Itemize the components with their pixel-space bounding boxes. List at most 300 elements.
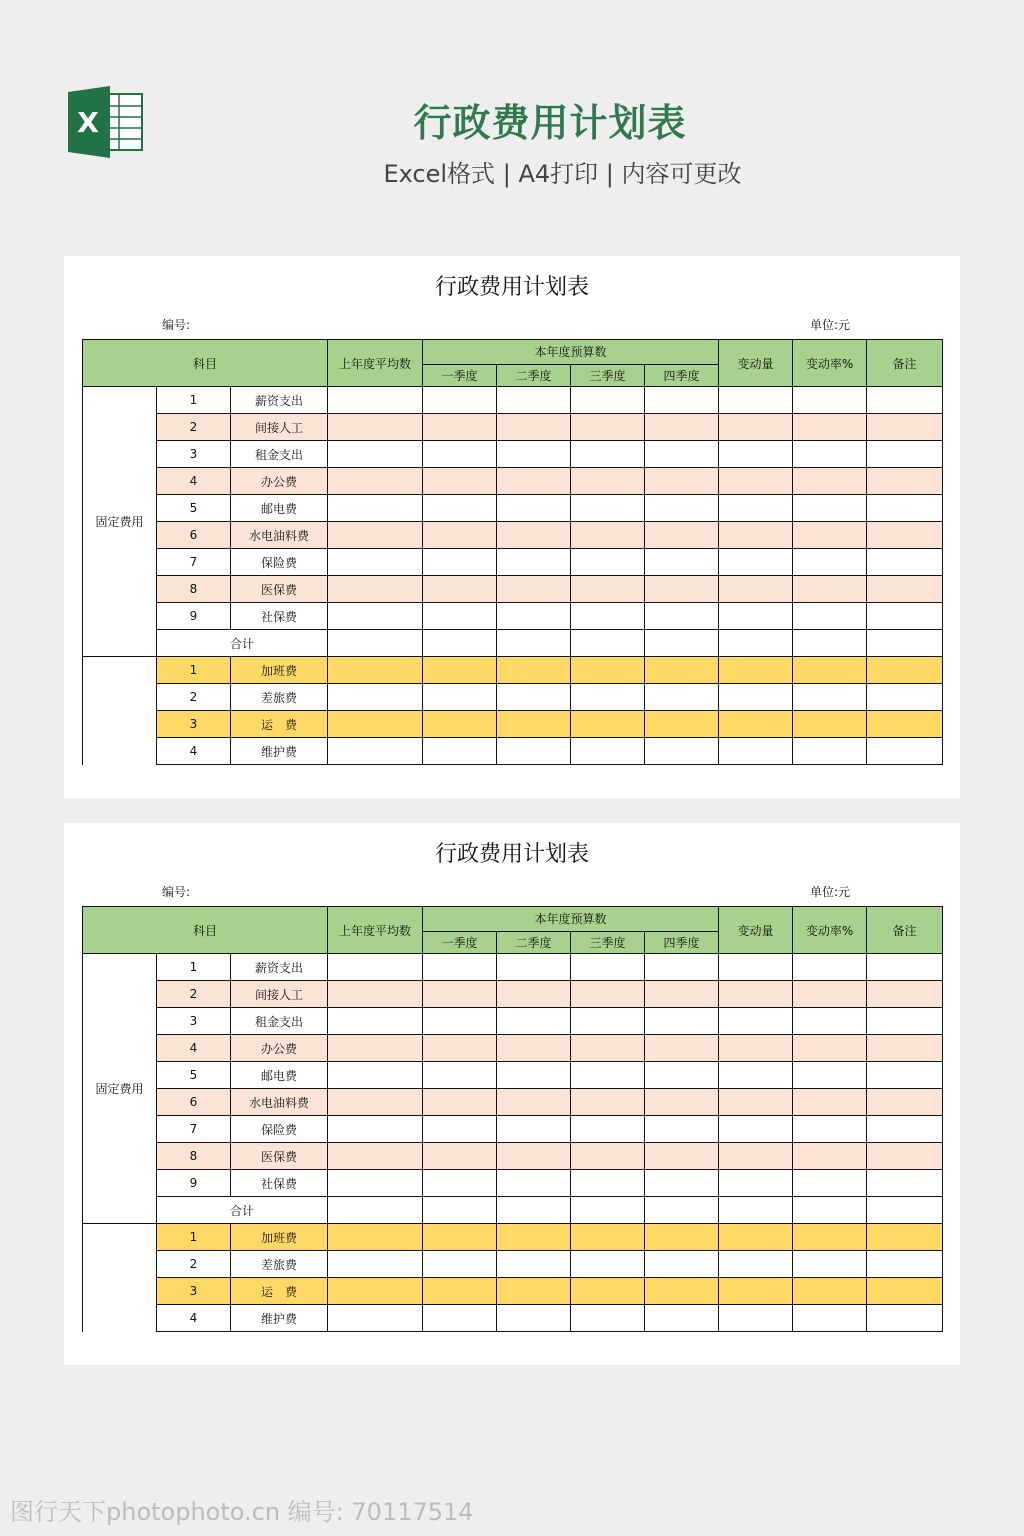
table-row (83, 549, 943, 576)
value-cell[interactable] (497, 549, 571, 576)
value-cell[interactable] (423, 1224, 497, 1251)
value-cell[interactable] (571, 1008, 645, 1035)
value-cell[interactable] (793, 1170, 867, 1197)
row-item-name: 维护费 (231, 1305, 328, 1332)
value-cell[interactable] (793, 1035, 867, 1062)
value-cell[interactable] (423, 1251, 497, 1278)
value-cell[interactable] (423, 1170, 497, 1197)
value-cell[interactable] (645, 603, 719, 630)
value-cell[interactable] (645, 1089, 719, 1116)
value-cell[interactable] (328, 603, 423, 630)
table-row (83, 1170, 943, 1197)
value-cell[interactable] (497, 1062, 571, 1089)
value-cell[interactable] (328, 738, 423, 765)
value-cell[interactable] (423, 738, 497, 765)
value-cell[interactable] (867, 1224, 943, 1251)
value-cell[interactable] (645, 441, 719, 468)
value-cell[interactable] (645, 495, 719, 522)
value-cell[interactable] (719, 684, 793, 711)
value-cell[interactable] (423, 630, 497, 657)
value-cell[interactable] (571, 468, 645, 495)
table-row (83, 441, 943, 468)
value-cell[interactable] (328, 576, 423, 603)
value-cell[interactable] (719, 1116, 793, 1143)
value-cell[interactable] (497, 441, 571, 468)
col-change-amount: 变动量 (719, 340, 793, 387)
row-item-name: 医保费 (231, 1143, 328, 1170)
value-cell[interactable] (328, 495, 423, 522)
value-cell[interactable] (497, 1224, 571, 1251)
value-cell[interactable] (328, 1035, 423, 1062)
value-cell[interactable] (328, 711, 423, 738)
unit-label-text: 单位: (810, 318, 839, 332)
value-cell[interactable] (423, 1278, 497, 1305)
unit-value: 元 (838, 318, 851, 332)
value-cell[interactable] (497, 1305, 571, 1332)
row-item-name: 医保费 (231, 576, 328, 603)
row-item-name: 邮电费 (231, 1062, 328, 1089)
value-cell[interactable] (867, 981, 943, 1008)
value-cell[interactable] (867, 495, 943, 522)
value-cell[interactable] (571, 576, 645, 603)
value-cell[interactable] (497, 981, 571, 1008)
row-item-name: 加班费 (231, 1224, 328, 1251)
col-change-rate: 变动率% (793, 907, 867, 954)
subtotal-label: 合计 (157, 630, 328, 657)
value-cell[interactable] (497, 576, 571, 603)
value-cell[interactable] (497, 495, 571, 522)
value-cell[interactable] (793, 576, 867, 603)
value-cell[interactable] (719, 657, 793, 684)
value-cell[interactable] (719, 1170, 793, 1197)
value-cell[interactable] (423, 1008, 497, 1035)
value-cell[interactable] (793, 495, 867, 522)
value-cell[interactable] (497, 1197, 571, 1224)
value-cell[interactable] (867, 1035, 943, 1062)
value-cell[interactable] (423, 603, 497, 630)
col-budget-group: 本年度预算数 (423, 907, 719, 932)
value-cell[interactable] (719, 387, 793, 414)
table-row (83, 1035, 943, 1062)
value-cell[interactable] (719, 549, 793, 576)
value-cell[interactable] (719, 495, 793, 522)
value-cell[interactable] (645, 522, 719, 549)
value-cell[interactable] (645, 1224, 719, 1251)
value-cell[interactable] (793, 441, 867, 468)
value-cell[interactable] (719, 522, 793, 549)
row-item-name: 维护费 (231, 738, 328, 765)
value-cell[interactable] (793, 954, 867, 981)
value-cell[interactable] (645, 738, 719, 765)
value-cell[interactable] (571, 630, 645, 657)
row-item-name: 社保费 (231, 1170, 328, 1197)
value-cell[interactable] (497, 711, 571, 738)
value-cell[interactable] (571, 603, 645, 630)
value-cell[interactable] (645, 1170, 719, 1197)
value-cell[interactable] (645, 684, 719, 711)
value-cell[interactable] (867, 1062, 943, 1089)
value-cell[interactable] (423, 711, 497, 738)
row-item-name: 保险费 (231, 549, 328, 576)
value-cell[interactable] (719, 738, 793, 765)
value-cell[interactable] (497, 1089, 571, 1116)
value-cell[interactable] (328, 1224, 423, 1251)
value-cell[interactable] (497, 603, 571, 630)
value-cell[interactable] (719, 414, 793, 441)
value-cell[interactable] (571, 1197, 645, 1224)
value-cell[interactable] (497, 684, 571, 711)
col-q2: 二季度 (497, 931, 571, 953)
value-cell[interactable] (645, 630, 719, 657)
value-cell[interactable] (867, 414, 943, 441)
value-cell[interactable] (867, 684, 943, 711)
value-cell[interactable] (497, 468, 571, 495)
value-cell[interactable] (571, 1035, 645, 1062)
row-number: 7 (157, 549, 231, 576)
row-number: 1 (157, 1224, 231, 1251)
table-row (83, 657, 943, 684)
value-cell[interactable] (423, 1197, 497, 1224)
row-number: 1 (157, 387, 231, 414)
value-cell[interactable] (497, 1251, 571, 1278)
value-cell[interactable] (328, 549, 423, 576)
value-cell[interactable] (793, 1008, 867, 1035)
value-cell[interactable] (423, 1305, 497, 1332)
value-cell[interactable] (867, 576, 943, 603)
value-cell[interactable] (867, 954, 943, 981)
value-cell[interactable] (645, 1008, 719, 1035)
value-cell[interactable] (645, 1035, 719, 1062)
table-row (83, 981, 943, 1008)
value-cell[interactable] (719, 1197, 793, 1224)
value-cell[interactable] (867, 738, 943, 765)
value-cell[interactable] (497, 387, 571, 414)
value-cell[interactable] (645, 468, 719, 495)
value-cell[interactable] (645, 1116, 719, 1143)
value-cell[interactable] (719, 1305, 793, 1332)
value-cell[interactable] (423, 684, 497, 711)
value-cell[interactable] (497, 1116, 571, 1143)
value-cell[interactable] (423, 1035, 497, 1062)
table-row (83, 711, 943, 738)
value-cell[interactable] (571, 1224, 645, 1251)
table-row (83, 522, 943, 549)
row-item-name: 差旅费 (231, 1251, 328, 1278)
row-item-name: 运 费 (231, 711, 328, 738)
value-cell[interactable] (867, 1305, 943, 1332)
value-cell[interactable] (423, 387, 497, 414)
value-cell[interactable] (328, 1305, 423, 1332)
value-cell[interactable] (867, 657, 943, 684)
row-number: 4 (157, 738, 231, 765)
value-cell[interactable] (793, 684, 867, 711)
value-cell[interactable] (328, 981, 423, 1008)
value-cell[interactable] (867, 630, 943, 657)
value-cell[interactable] (793, 1305, 867, 1332)
value-cell[interactable] (497, 738, 571, 765)
value-cell[interactable] (793, 468, 867, 495)
value-cell[interactable] (867, 1008, 943, 1035)
value-cell[interactable] (793, 738, 867, 765)
value-cell[interactable] (571, 657, 645, 684)
value-cell[interactable] (719, 630, 793, 657)
value-cell[interactable] (719, 981, 793, 1008)
value-cell[interactable] (497, 1008, 571, 1035)
value-cell[interactable] (497, 414, 571, 441)
value-cell[interactable] (423, 1062, 497, 1089)
col-remark: 备注 (867, 907, 943, 954)
value-cell[interactable] (645, 549, 719, 576)
value-cell[interactable] (423, 468, 497, 495)
value-cell[interactable] (328, 1251, 423, 1278)
value-cell[interactable] (571, 549, 645, 576)
value-cell[interactable] (867, 549, 943, 576)
table-row (83, 414, 943, 441)
value-cell[interactable] (645, 1278, 719, 1305)
value-cell[interactable] (793, 1224, 867, 1251)
value-cell[interactable] (497, 522, 571, 549)
value-cell[interactable] (423, 441, 497, 468)
subtotal-row (83, 1197, 943, 1224)
group-label-variable (83, 1224, 157, 1332)
value-cell[interactable] (571, 684, 645, 711)
value-cell[interactable] (497, 657, 571, 684)
value-cell[interactable] (719, 1251, 793, 1278)
col-q3: 三季度 (571, 364, 645, 386)
logo-letter: X (77, 106, 99, 139)
table-row (83, 495, 943, 522)
value-cell[interactable] (867, 1251, 943, 1278)
row-number: 2 (157, 981, 231, 1008)
value-cell[interactable] (328, 1278, 423, 1305)
table-row (83, 387, 943, 414)
value-cell[interactable] (867, 1278, 943, 1305)
value-cell[interactable] (571, 522, 645, 549)
table-row (83, 1305, 943, 1332)
table-row (83, 576, 943, 603)
value-cell[interactable] (719, 576, 793, 603)
value-cell[interactable] (645, 1197, 719, 1224)
value-cell[interactable] (793, 981, 867, 1008)
value-cell[interactable] (423, 954, 497, 981)
row-number: 3 (157, 441, 231, 468)
value-cell[interactable] (719, 1062, 793, 1089)
value-cell[interactable] (793, 1197, 867, 1224)
value-cell[interactable] (423, 576, 497, 603)
value-cell[interactable] (867, 1143, 943, 1170)
value-cell[interactable] (497, 1170, 571, 1197)
value-cell[interactable] (793, 657, 867, 684)
value-cell[interactable] (793, 1089, 867, 1116)
value-cell[interactable] (328, 1089, 423, 1116)
row-item-name: 租金支出 (231, 1008, 328, 1035)
value-cell[interactable] (328, 630, 423, 657)
value-cell[interactable] (571, 1251, 645, 1278)
row-item-name: 间接人工 (231, 981, 328, 1008)
value-cell[interactable] (719, 1143, 793, 1170)
value-cell[interactable] (719, 1278, 793, 1305)
row-number: 2 (157, 1251, 231, 1278)
sheet-title: 行政费用计划表 (434, 275, 589, 300)
value-cell[interactable] (793, 387, 867, 414)
value-cell[interactable] (571, 1278, 645, 1305)
col-budget-group: 本年度预算数 (423, 340, 719, 365)
col-q4: 四季度 (645, 931, 719, 953)
value-cell[interactable] (793, 711, 867, 738)
row-item-name: 水电油料费 (231, 1089, 328, 1116)
row-item-name: 社保费 (231, 603, 328, 630)
value-cell[interactable] (571, 1062, 645, 1089)
value-cell[interactable] (645, 576, 719, 603)
value-cell[interactable] (867, 1089, 943, 1116)
row-number: 5 (157, 495, 231, 522)
value-cell[interactable] (497, 1143, 571, 1170)
row-item-name: 邮电费 (231, 495, 328, 522)
col-change-amount: 变动量 (719, 907, 793, 954)
unit-label (810, 316, 850, 333)
value-cell[interactable] (867, 711, 943, 738)
value-cell[interactable] (571, 1116, 645, 1143)
value-cell[interactable] (423, 1089, 497, 1116)
row-number: 7 (157, 1116, 231, 1143)
row-number: 8 (157, 576, 231, 603)
expense-table (82, 339, 943, 765)
value-cell[interactable] (571, 495, 645, 522)
value-cell[interactable] (328, 414, 423, 441)
table-row (83, 684, 943, 711)
value-cell[interactable] (571, 1305, 645, 1332)
value-cell[interactable] (793, 549, 867, 576)
value-cell[interactable] (867, 468, 943, 495)
value-cell[interactable] (793, 1251, 867, 1278)
value-cell[interactable] (497, 630, 571, 657)
value-cell[interactable] (571, 954, 645, 981)
value-cell[interactable] (423, 981, 497, 1008)
value-cell[interactable] (719, 1089, 793, 1116)
value-cell[interactable] (571, 414, 645, 441)
value-cell[interactable] (645, 1305, 719, 1332)
value-cell[interactable] (571, 981, 645, 1008)
value-cell[interactable] (867, 603, 943, 630)
col-q2: 二季度 (497, 364, 571, 386)
value-cell[interactable] (867, 1116, 943, 1143)
number-label: 编号: (162, 885, 191, 899)
value-cell[interactable] (423, 495, 497, 522)
value-cell[interactable] (423, 1143, 497, 1170)
page-title: 行政费用计划表 (413, 101, 687, 145)
row-number: 1 (157, 954, 231, 981)
value-cell[interactable] (328, 1062, 423, 1089)
value-cell[interactable] (719, 1008, 793, 1035)
value-cell[interactable] (328, 1197, 423, 1224)
value-cell[interactable] (645, 954, 719, 981)
row-item-name: 加班费 (231, 657, 328, 684)
value-cell[interactable] (423, 414, 497, 441)
value-cell[interactable] (793, 1143, 867, 1170)
value-cell[interactable] (571, 711, 645, 738)
col-last-year-avg: 上年度平均数 (328, 907, 423, 954)
value-cell[interactable] (719, 1035, 793, 1062)
value-cell[interactable] (793, 414, 867, 441)
row-item-name: 办公费 (231, 468, 328, 495)
row-number: 8 (157, 1143, 231, 1170)
value-cell[interactable] (793, 1278, 867, 1305)
value-cell[interactable] (645, 1062, 719, 1089)
value-cell[interactable] (328, 684, 423, 711)
value-cell[interactable] (793, 1116, 867, 1143)
value-cell[interactable] (497, 1278, 571, 1305)
value-cell[interactable] (497, 1035, 571, 1062)
value-cell[interactable] (328, 441, 423, 468)
value-cell[interactable] (645, 1143, 719, 1170)
value-cell[interactable] (645, 1251, 719, 1278)
unit-label-text: 单位: (810, 885, 839, 899)
col-q1: 一季度 (423, 364, 497, 386)
value-cell[interactable] (423, 1116, 497, 1143)
value-cell[interactable] (793, 1062, 867, 1089)
unit-label (810, 883, 850, 900)
value-cell[interactable] (328, 1116, 423, 1143)
value-cell[interactable] (867, 1170, 943, 1197)
value-cell[interactable] (423, 522, 497, 549)
value-cell[interactable] (328, 1008, 423, 1035)
value-cell[interactable] (571, 441, 645, 468)
table-row (83, 738, 943, 765)
value-cell[interactable] (571, 387, 645, 414)
value-cell[interactable] (719, 711, 793, 738)
value-cell[interactable] (423, 657, 497, 684)
value-cell[interactable] (719, 468, 793, 495)
value-cell[interactable] (793, 603, 867, 630)
value-cell[interactable] (867, 441, 943, 468)
value-cell[interactable] (328, 522, 423, 549)
value-cell[interactable] (645, 981, 719, 1008)
value-cell[interactable] (645, 414, 719, 441)
value-cell[interactable] (497, 954, 571, 981)
row-item-name: 差旅费 (231, 684, 328, 711)
value-cell[interactable] (571, 1170, 645, 1197)
value-cell[interactable] (867, 522, 943, 549)
row-number: 1 (157, 657, 231, 684)
table-row (83, 1008, 943, 1035)
value-cell[interactable] (719, 1224, 793, 1251)
col-subject: 科目 (83, 907, 328, 954)
value-cell[interactable] (719, 603, 793, 630)
value-cell[interactable] (423, 549, 497, 576)
value-cell[interactable] (719, 954, 793, 981)
value-cell[interactable] (645, 711, 719, 738)
value-cell[interactable] (328, 1170, 423, 1197)
value-cell[interactable] (793, 630, 867, 657)
value-cell[interactable] (571, 1089, 645, 1116)
value-cell[interactable] (328, 468, 423, 495)
value-cell[interactable] (571, 1143, 645, 1170)
value-cell[interactable] (328, 657, 423, 684)
value-cell[interactable] (645, 657, 719, 684)
value-cell[interactable] (328, 387, 423, 414)
value-cell[interactable] (867, 1197, 943, 1224)
value-cell[interactable] (793, 522, 867, 549)
col-subject: 科目 (83, 340, 328, 387)
value-cell[interactable] (328, 954, 423, 981)
expense-table (82, 906, 943, 1332)
value-cell[interactable] (328, 1143, 423, 1170)
row-number: 3 (157, 1278, 231, 1305)
value-cell[interactable] (645, 387, 719, 414)
value-cell[interactable] (719, 441, 793, 468)
value-cell[interactable] (571, 738, 645, 765)
value-cell[interactable] (867, 387, 943, 414)
